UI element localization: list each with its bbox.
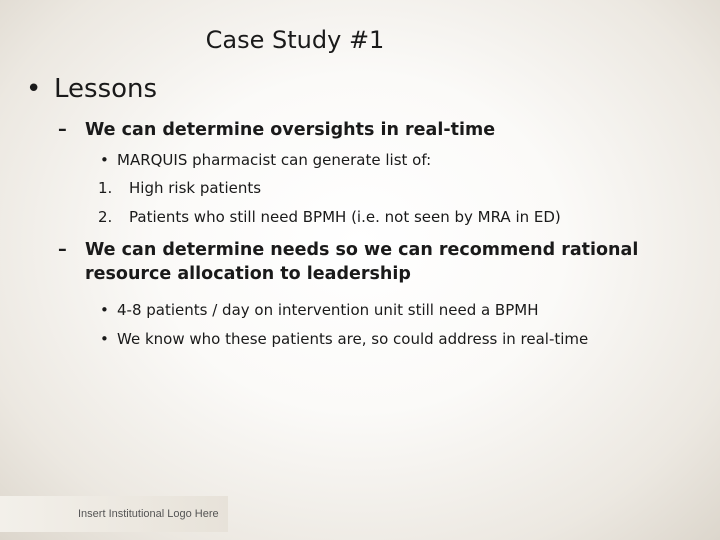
dash-icon: – — [58, 240, 67, 260]
list-item — [100, 150, 431, 170]
list-item-text: High risk patients — [129, 179, 262, 197]
list-item-text: MARQUIS pharmacist can generate list of: — [117, 151, 432, 169]
subpoint-text: We can determine needs so we can recommend rational resource allocation to leadership — [85, 240, 639, 284]
list-item-text: 4-8 patients / day on intervention unit still need a BPMH — [117, 301, 539, 319]
numbered-item — [98, 178, 261, 198]
item-number: 1. — [98, 179, 113, 197]
list-item-text: Patients who still need BPMH (i.e. not seen by MRA in ED) — [129, 208, 561, 226]
list-item — [100, 329, 588, 349]
subpoint-resource-allocation — [58, 238, 660, 286]
slide-title: Case Study #1 — [205, 26, 385, 54]
item-number: 2. — [98, 208, 113, 226]
lesson-heading: Lessons — [54, 74, 158, 104]
bullet-icon: • — [100, 151, 109, 169]
lesson-heading-row — [26, 74, 157, 104]
bullet-icon: • — [26, 74, 42, 104]
list-item-text: We know who these patients are, so could address in real-time — [117, 330, 589, 348]
dash-icon: – — [58, 120, 67, 140]
bullet-icon: • — [100, 330, 109, 348]
bullet-icon: • — [100, 301, 109, 319]
list-item — [100, 300, 539, 320]
subpoint-text: We can determine oversights in real-time — [85, 120, 496, 140]
subpoint-oversights — [58, 118, 495, 142]
numbered-item — [98, 207, 561, 227]
logo-placeholder-text: Insert Institutional Logo Here — [78, 508, 219, 520]
